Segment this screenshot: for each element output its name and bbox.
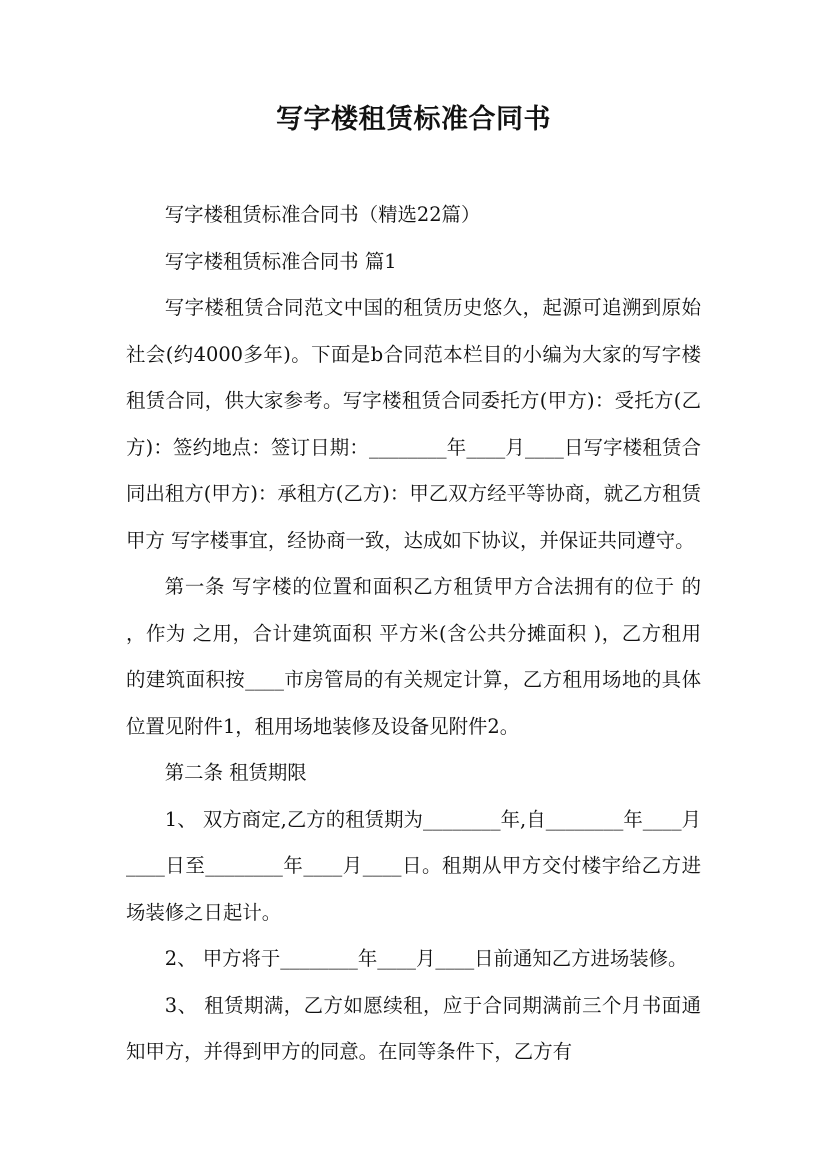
paragraph-intro: 写字楼租赁合同范文中国的租赁历史悠久，起源可追溯到原始社会(约4000多年)。下面是b合同范本栏目的小编为大家的写字楼租赁合同，供大家参考。写字楼租赁合同委托方(甲方)：受托方(乙方)：签约地点：签订日期：________年____月____日写字楼租赁合同出租方(甲方)：承租方(乙方)：甲乙双方经平等协商，就乙方租赁甲方 写字楼事宜，经协商一致，达成如下协议，并保证共同遵守。 xyxy=(126,296,701,552)
paragraph-subtitle: 写字楼租赁标准合同书（精选22篇） xyxy=(164,203,481,226)
paragraph-clause-2: 2、 甲方将于________年____月____日前通知乙方进场装修。 xyxy=(164,947,688,970)
paragraph-clause-1: 1、 双方商定,乙方的租赁期为________年,自________年____月____日至________年____月____日。租期从甲方交付楼宇给乙方进场装修之日起计。 xyxy=(126,807,701,924)
document-title: 写字楼租赁标准合同书 xyxy=(276,104,551,135)
paragraph-clause-3: 3、 租赁期满，乙方如愿续租，应于合同期满前三个月书面通知甲方，并得到甲方的同意。在同等条件下，乙方有 xyxy=(126,993,701,1063)
paragraph-article-1: 第一条 写字楼的位置和面积乙方租赁甲方合法拥有的位于 的 ，作为 之用，合计建筑面积 平方米(含公共分摊面积 )，乙方租用的建筑面积按____市房管局的有关规定计算，乙方租用场地的具体位置见附件1，租用场地装修及设备见附件2。 xyxy=(126,575,701,738)
paragraph-section-heading: 写字楼租赁标准合同书 篇1 xyxy=(164,249,397,273)
paragraph-article-2-heading: 第二条 租赁期限 xyxy=(164,761,307,784)
